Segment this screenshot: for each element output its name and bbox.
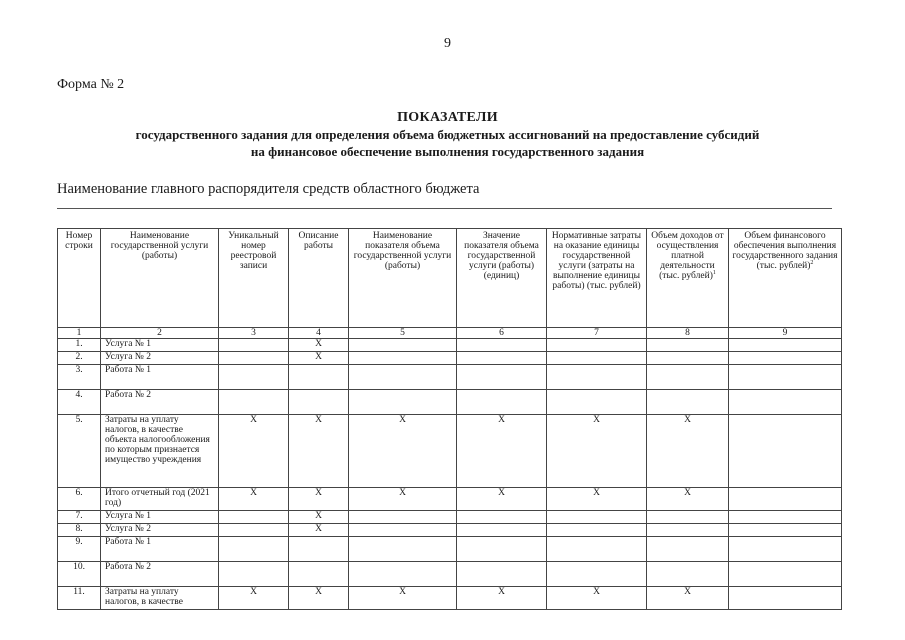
row-value-cell: X <box>289 524 349 537</box>
row-value-cell <box>547 390 647 415</box>
row-value-cell <box>547 339 647 352</box>
row-value-cell <box>729 562 842 587</box>
row-value-cell <box>457 537 547 562</box>
table-row <box>58 415 842 488</box>
row-value-cell <box>647 352 729 365</box>
row-value-cell: X <box>647 587 729 610</box>
row-number-cell: 9. <box>58 537 101 562</box>
row-value-cell: X <box>219 587 289 610</box>
row-value-cell <box>289 390 349 415</box>
row-value-cell: X <box>457 415 547 488</box>
row-value-cell: X <box>457 587 547 610</box>
row-number-cell: 7. <box>58 511 101 524</box>
column-number-row <box>58 328 842 339</box>
table-row <box>58 365 842 390</box>
header-row-number: Номер строки <box>58 229 101 328</box>
table-row <box>58 587 842 610</box>
table-row <box>58 352 842 365</box>
row-value-cell <box>219 537 289 562</box>
header-paid-income <box>647 229 729 328</box>
row-number-cell: 6. <box>58 488 101 511</box>
table-row <box>58 390 842 415</box>
row-value-cell <box>647 562 729 587</box>
row-value-cell <box>219 390 289 415</box>
row-number-cell: 2. <box>58 352 101 365</box>
row-value-cell <box>349 352 457 365</box>
row-value-cell <box>729 365 842 390</box>
row-name-cell: Услуга № 1 <box>101 339 219 352</box>
header-normative-costs: Нормативные затраты на оказание единицы государственной услуги (затраты на выполнение единицы работы) (тыс. рублей) <box>547 229 647 328</box>
row-value-cell <box>219 511 289 524</box>
row-value-cell: X <box>349 587 457 610</box>
administrator-fill-line <box>57 208 832 209</box>
row-value-cell <box>289 537 349 562</box>
row-number-cell: 4. <box>58 390 101 415</box>
row-value-cell <box>547 562 647 587</box>
column-number: 3 <box>219 328 289 339</box>
row-value-cell <box>349 524 457 537</box>
row-number-cell: 11. <box>58 587 101 610</box>
header-service-name: Наименование государственной услуги (работы) <box>101 229 219 328</box>
row-number-cell: 5. <box>58 415 101 488</box>
row-value-cell <box>729 339 842 352</box>
row-name-cell: Итого отчетный год (2021 год) <box>101 488 219 511</box>
table-row <box>58 511 842 524</box>
row-value-cell <box>729 488 842 511</box>
row-value-cell <box>547 365 647 390</box>
header-volume-indicator-value: Значение показателя объема государственной услуги (работы) (единиц) <box>457 229 547 328</box>
row-value-cell <box>289 562 349 587</box>
column-number: 4 <box>289 328 349 339</box>
row-value-cell <box>647 511 729 524</box>
row-value-cell <box>729 587 842 610</box>
column-number: 5 <box>349 328 457 339</box>
row-value-cell: X <box>289 587 349 610</box>
row-value-cell: X <box>219 488 289 511</box>
row-value-cell <box>219 352 289 365</box>
table-row <box>58 488 842 511</box>
table-header-row <box>58 229 842 328</box>
row-value-cell <box>219 562 289 587</box>
row-value-cell <box>547 524 647 537</box>
administrator-label: Наименование главного распорядителя средств областного бюджета <box>57 181 480 197</box>
row-value-cell <box>647 339 729 352</box>
row-value-cell <box>457 562 547 587</box>
row-value-cell <box>729 511 842 524</box>
document-subtitle-line2: на финансовое обеспечение выполнения государственного задания <box>250 144 645 159</box>
footnote-1-marker: 1 <box>712 269 716 276</box>
document-subtitle-line1: государственного задания для определения объема бюджетных ассигнований на предоставление субсидий <box>135 127 760 142</box>
column-number: 7 <box>547 328 647 339</box>
row-value-cell: X <box>289 511 349 524</box>
header-registry-number: Уникальный номер реестровой записи <box>219 229 289 328</box>
row-value-cell: X <box>647 488 729 511</box>
header-financial-support-text: Объем финансового обеспечения выполнения государственного задания (тыс. рублей) <box>732 231 838 271</box>
table-row <box>58 339 842 352</box>
row-value-cell <box>457 365 547 390</box>
row-number-cell: 8. <box>58 524 101 537</box>
row-value-cell <box>547 352 647 365</box>
document-title-block <box>40 110 855 160</box>
row-value-cell: X <box>219 415 289 488</box>
row-value-cell <box>729 524 842 537</box>
row-value-cell: X <box>647 415 729 488</box>
column-number: 1 <box>58 328 101 339</box>
row-value-cell: X <box>349 488 457 511</box>
row-value-cell <box>457 352 547 365</box>
row-value-cell <box>547 511 647 524</box>
row-value-cell: X <box>547 415 647 488</box>
document-title: ПОКАЗАТЕЛИ <box>397 110 498 125</box>
row-value-cell <box>729 415 842 488</box>
form-label: Форма № 2 <box>57 77 125 92</box>
row-name-cell: Работа № 1 <box>101 537 219 562</box>
column-number: 9 <box>729 328 842 339</box>
row-value-cell <box>729 537 842 562</box>
row-value-cell <box>457 511 547 524</box>
row-value-cell <box>457 524 547 537</box>
row-value-cell: X <box>457 488 547 511</box>
row-number-cell: 1. <box>58 339 101 352</box>
row-value-cell <box>647 365 729 390</box>
column-number: 6 <box>457 328 547 339</box>
row-value-cell <box>457 339 547 352</box>
row-number-cell: 10. <box>58 562 101 587</box>
row-value-cell <box>729 390 842 415</box>
row-value-cell: X <box>349 415 457 488</box>
row-name-cell: Работа № 2 <box>101 562 219 587</box>
row-value-cell <box>219 365 289 390</box>
row-value-cell: X <box>289 415 349 488</box>
row-value-cell <box>219 524 289 537</box>
indicators-table <box>57 228 842 610</box>
page-number: 9 <box>444 36 451 51</box>
row-value-cell <box>547 537 647 562</box>
row-value-cell <box>219 339 289 352</box>
row-name-cell: Затраты на уплату налогов, в качестве <box>101 587 219 610</box>
header-paid-income-text: Объем доходов от осуществления платной деятельности (тыс. рублей) <box>651 231 724 281</box>
column-number: 8 <box>647 328 729 339</box>
row-value-cell: X <box>547 587 647 610</box>
row-value-cell <box>349 562 457 587</box>
row-value-cell <box>647 537 729 562</box>
row-value-cell: X <box>289 339 349 352</box>
row-value-cell <box>289 365 349 390</box>
row-value-cell <box>647 524 729 537</box>
table-row <box>58 537 842 562</box>
row-value-cell <box>349 537 457 562</box>
table-row <box>58 562 842 587</box>
row-name-cell: Работа № 1 <box>101 365 219 390</box>
row-value-cell <box>349 339 457 352</box>
table-row <box>58 524 842 537</box>
row-value-cell: X <box>289 352 349 365</box>
row-value-cell <box>457 390 547 415</box>
row-name-cell: Работа № 2 <box>101 390 219 415</box>
row-name-cell: Затраты на уплату налогов, в качестве объекта налогообложения по которым признается имущество учреждения <box>101 415 219 488</box>
column-number: 2 <box>101 328 219 339</box>
header-financial-support <box>729 229 842 328</box>
footnote-2-marker: 2 <box>810 259 814 266</box>
row-name-cell: Услуга № 1 <box>101 511 219 524</box>
row-value-cell: X <box>547 488 647 511</box>
row-value-cell <box>729 352 842 365</box>
row-value-cell <box>647 390 729 415</box>
row-name-cell: Услуга № 2 <box>101 524 219 537</box>
row-value-cell <box>349 365 457 390</box>
row-number-cell: 3. <box>58 365 101 390</box>
row-value-cell: X <box>289 488 349 511</box>
row-value-cell <box>349 511 457 524</box>
row-value-cell <box>349 390 457 415</box>
header-work-description: Описание работы <box>289 229 349 328</box>
row-name-cell: Услуга № 2 <box>101 352 219 365</box>
header-volume-indicator-name: Наименование показателя объема государственной услуги (работы) <box>349 229 457 328</box>
